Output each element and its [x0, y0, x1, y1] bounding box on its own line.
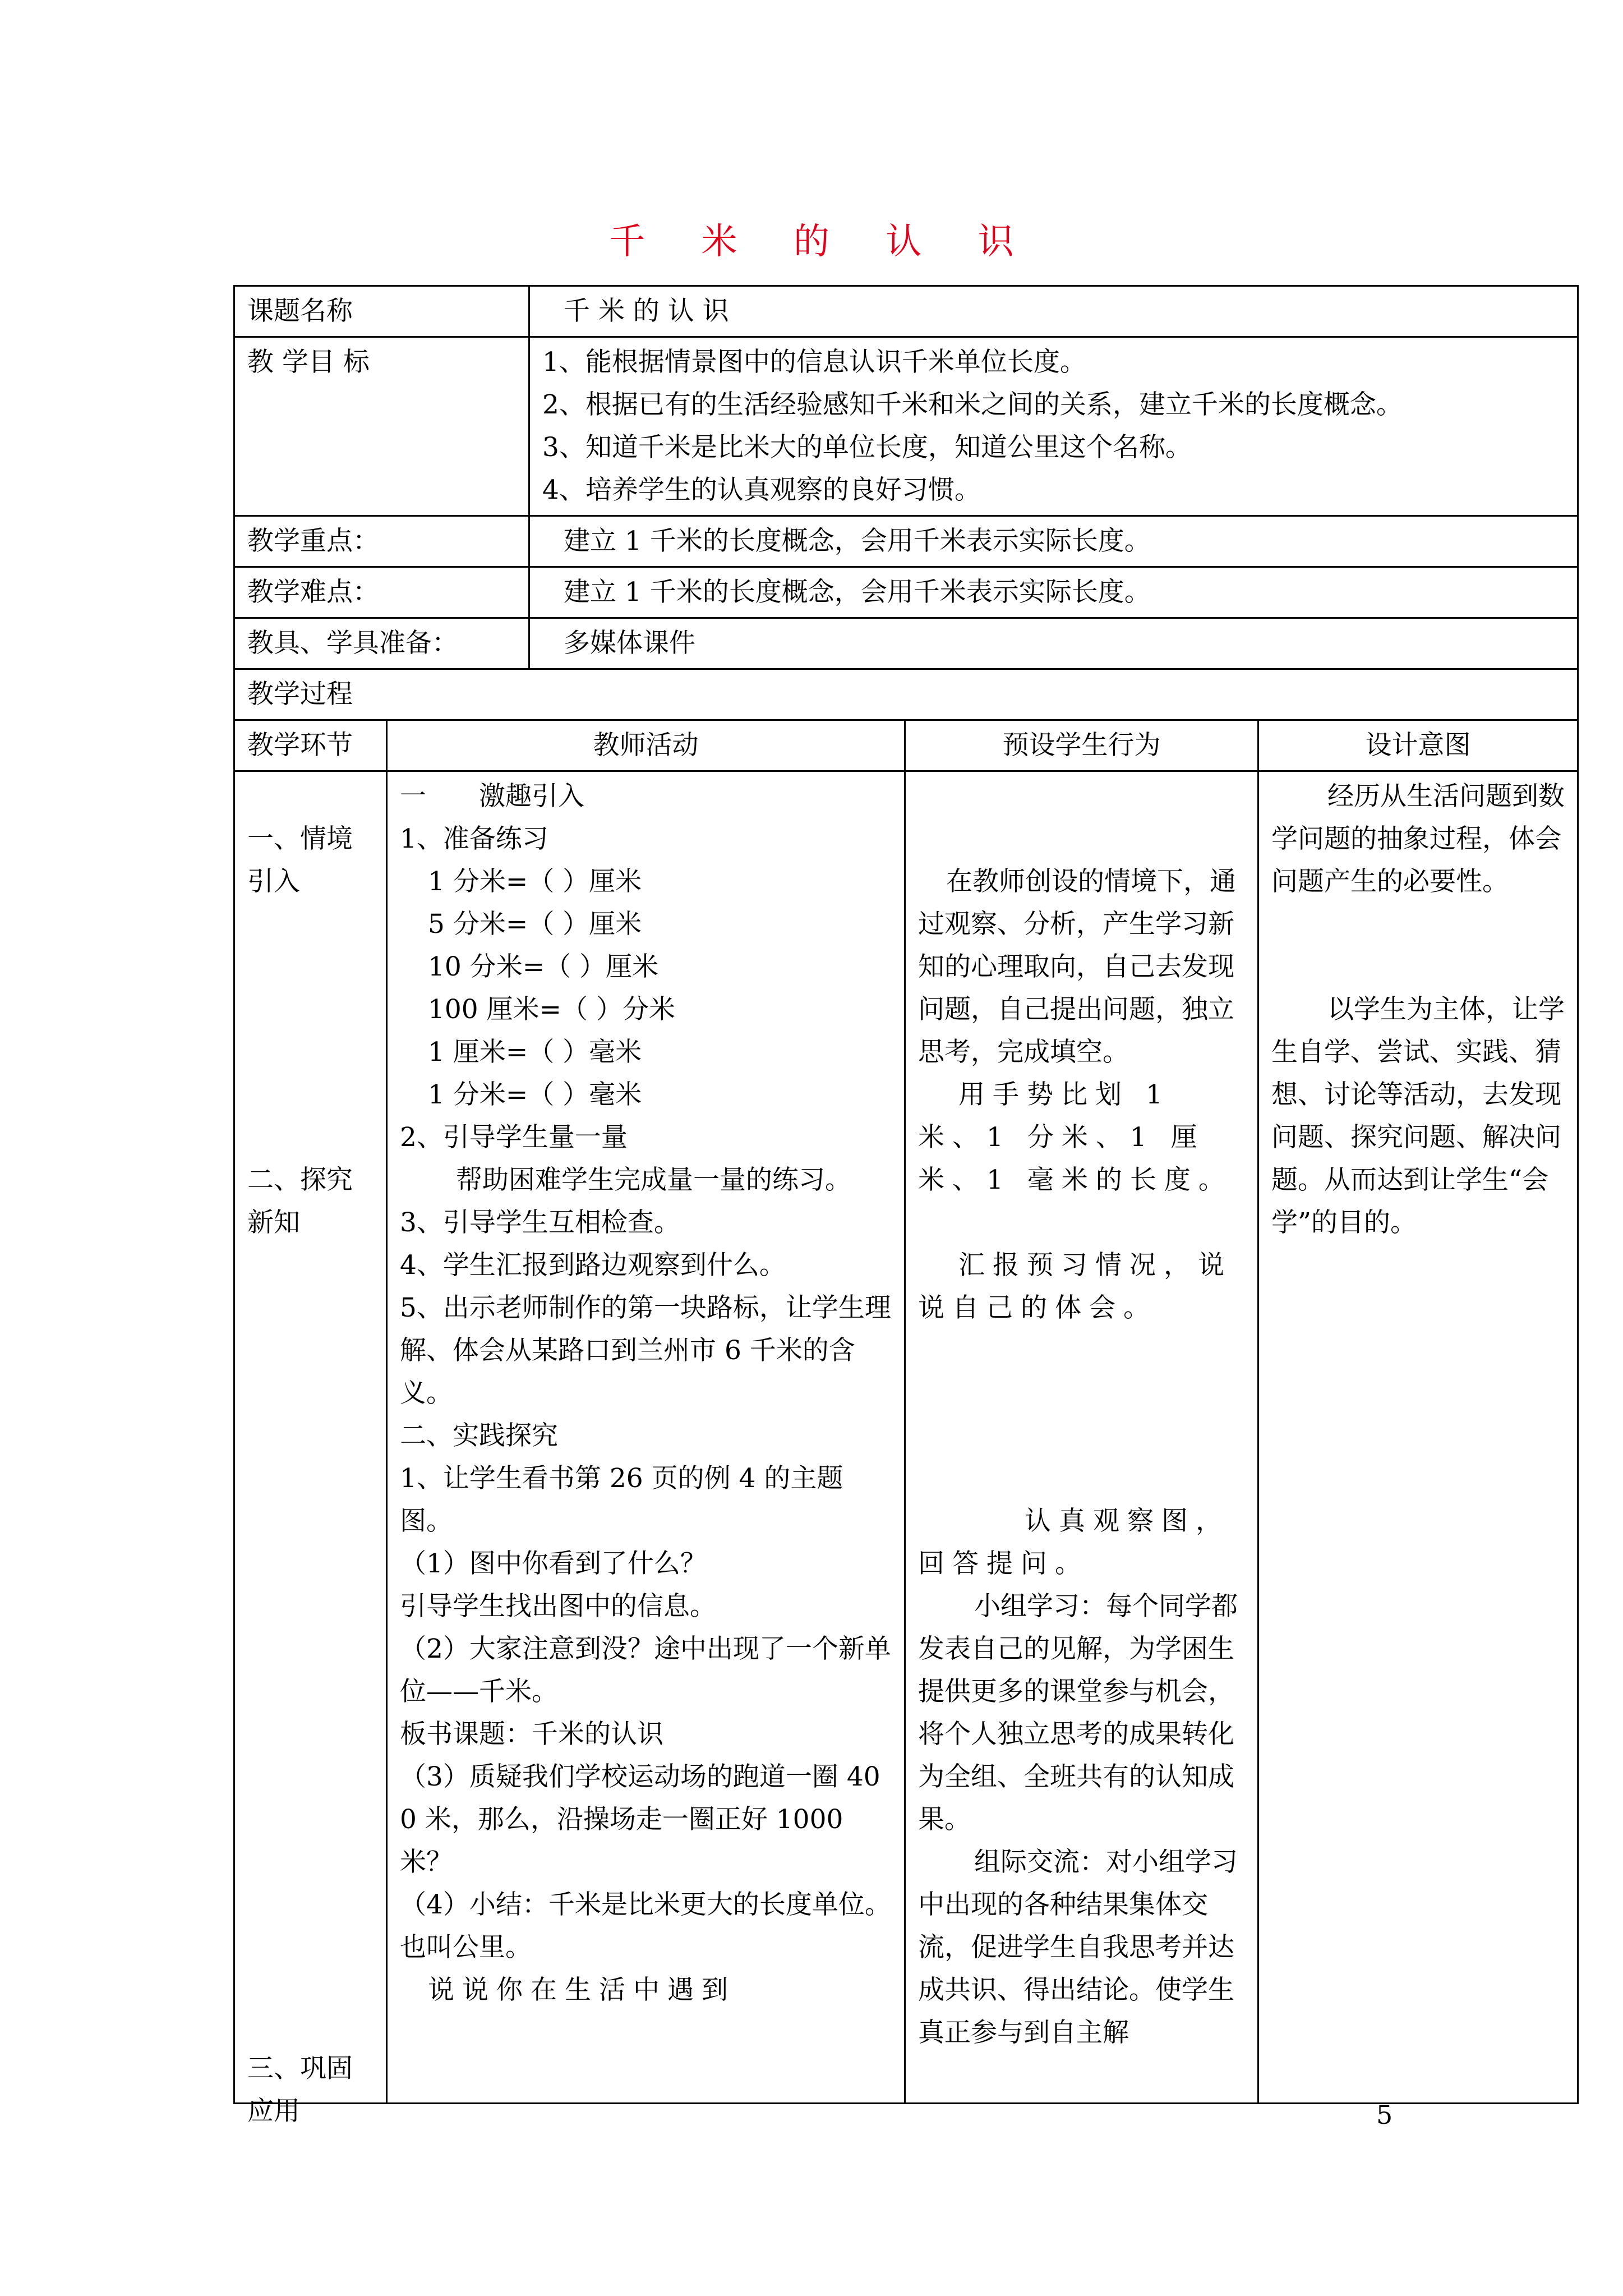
col-header-teacher: 教师活动 [387, 720, 905, 771]
col-header-intent: 设计意图 [1258, 720, 1578, 771]
exercise-line: 1 分米=（ ）毫米 [428, 1079, 642, 1110]
key-value: 建立 1 千米的长度概念，会用千米表示实际长度。 [529, 516, 1578, 567]
row-topic [234, 286, 1578, 337]
goal-item: 1、能根据情景图中的信息认识千米单位长度。 [542, 347, 1086, 378]
document-title: 千 米 的 认 识 [609, 221, 1036, 263]
goal-item: 3、知道千米是比米大的单位长度，知道公里这个名称。 [542, 432, 1192, 463]
teacher-line: 说说你在生活中遇到 [428, 1975, 736, 2005]
col-header-student: 预设学生行为 [905, 720, 1258, 771]
col-header-stage: 教学环节 [234, 720, 387, 771]
student-paragraph: 组际交流：对小组学习中出现的各种结果集体交流，促进学生自我思考并达成共识、得出结论。使学生真正参与到自主解 [918, 1847, 1238, 2048]
teacher-line: 一 激趣引入 [400, 781, 584, 812]
exercise-line: 1 厘米=（ ）毫米 [428, 1037, 642, 1068]
difficulty-value: 建立 1 千米的长度概念，会用千米表示实际长度。 [529, 567, 1578, 618]
exercise-line: 1 分米=（ ）厘米 [428, 866, 642, 897]
teacher-paragraph: （2）大家注意到没？途中出现了一个新单位——千米。 [400, 1634, 891, 1707]
stage-3-line-1: 三、巩固 [247, 2053, 353, 2084]
topic-value: 千 米 的 认 识 [529, 286, 1578, 337]
process-label: 教学过程 [234, 669, 1578, 720]
teacher-line: 1、准备练习 [400, 823, 548, 854]
row-process [234, 669, 1578, 720]
row-key-point [234, 516, 1578, 567]
teacher-line: 二、实践探究 [400, 1420, 558, 1451]
student-paragraph: 汇报预习情况，说说自己的体会。 [918, 1250, 1232, 1323]
topic-label: 课题名称 [234, 286, 529, 337]
teacher-paragraph: 帮助困难学生完成量一量的练习。 [456, 1165, 851, 1195]
key-label: 教学重点： [234, 516, 529, 567]
teacher-line: 板书课题：千米的认识 [400, 1719, 663, 1750]
row-process-body [234, 771, 1578, 2104]
teacher-paragraph: （4）小结：千米是比米更大的长度单位。也叫公里。 [400, 1889, 891, 1963]
row-goals [234, 337, 1578, 516]
row-difficulty [234, 567, 1578, 618]
exercise-line: 100 厘米=（ ）分米 [428, 994, 675, 1025]
student-paragraph: 认真观察图，回答提问。 [918, 1506, 1230, 1579]
teacher-line: 3、引导学生互相检查。 [400, 1207, 680, 1238]
stage-3-line-2: 应用 [247, 2096, 300, 2127]
teacher-paragraph: 1、让学生看书第 26 页的例 4 的主题图。 [400, 1463, 843, 1536]
teacher-paragraph: 4、学生汇报到路边观察到什么。 [400, 1250, 786, 1281]
tools-value: 多媒体课件 [529, 618, 1578, 669]
teacher-paragraph: （3）质疑我们学校运动场的跑道一圈 400 米，那么，沿操场走一圈正好 1000 米？ [400, 1761, 880, 1878]
teacher-paragraph: 5、出示老师制作的第一块路标，让学生理解、体会从某路口到兰州市 6 千米的含义。 [400, 1292, 891, 1409]
student-paragraph: 在教师创设的情境下，通过观察、分析，产生学习新知的心理取向，自己去发现问题，自己提出问题，独立思考，完成填空。 [918, 866, 1236, 1068]
page-number: 5 [1376, 2100, 1393, 2130]
teacher-line: 引导学生找出图中的信息。 [400, 1591, 716, 1622]
student-paragraph: 用手势比划 1 米、1 分米、1 厘米、1 毫米的长度。 [918, 1079, 1233, 1195]
design-intent-cell [1258, 771, 1578, 2104]
teacher-line: 2、引导学生量一量 [400, 1122, 628, 1153]
exercise-line: 10 分米=（ ）厘米 [428, 951, 659, 982]
stage-2-line-2: 新知 [247, 1207, 300, 1238]
goal-item: 2、根据已有的生活经验感知千米和米之间的关系，建立千米的长度概念。 [542, 389, 1403, 420]
intent-paragraph: 经历从生活问题到数学问题的抽象过程，体会问题产生的必要性。 [1271, 781, 1565, 897]
student-behavior-cell [905, 771, 1258, 2104]
stage-1-line-1: 一、情境 [247, 823, 353, 854]
goals-list [529, 337, 1578, 516]
row-column-headers [234, 720, 1578, 771]
stage-cell [234, 771, 387, 2127]
exercise-line: 5 分米=（ ）厘米 [428, 909, 642, 940]
tools-label: 教具、学具准备： [234, 618, 529, 669]
teacher-activity-cell [387, 771, 905, 2104]
difficulty-label: 教学难点： [234, 567, 529, 618]
stage-1-line-2: 引入 [247, 866, 300, 897]
goal-item: 4、培养学生的认真观察的良好习惯。 [542, 475, 981, 505]
lesson-plan-table [233, 285, 1579, 2127]
stage-2-line-1: 二、探究 [247, 1165, 353, 1195]
row-tools [234, 618, 1578, 669]
student-paragraph: 小组学习：每个同学都发表自己的见解，为学困生提供更多的课堂参与机会，将个人独立思考的成果转化为全组、全班共有的认知成果。 [918, 1591, 1238, 1835]
teacher-line: （1）图中你看到了什么？ [400, 1548, 707, 1579]
intent-paragraph: 以学生为主体，让学生自学、尝试、实践、猜想、讨论等活动，去发现问题、探究问题、解决问题。从而达到让学生“会学”的目的。 [1271, 994, 1565, 1238]
goals-label: 教 学目 标 [234, 337, 529, 516]
